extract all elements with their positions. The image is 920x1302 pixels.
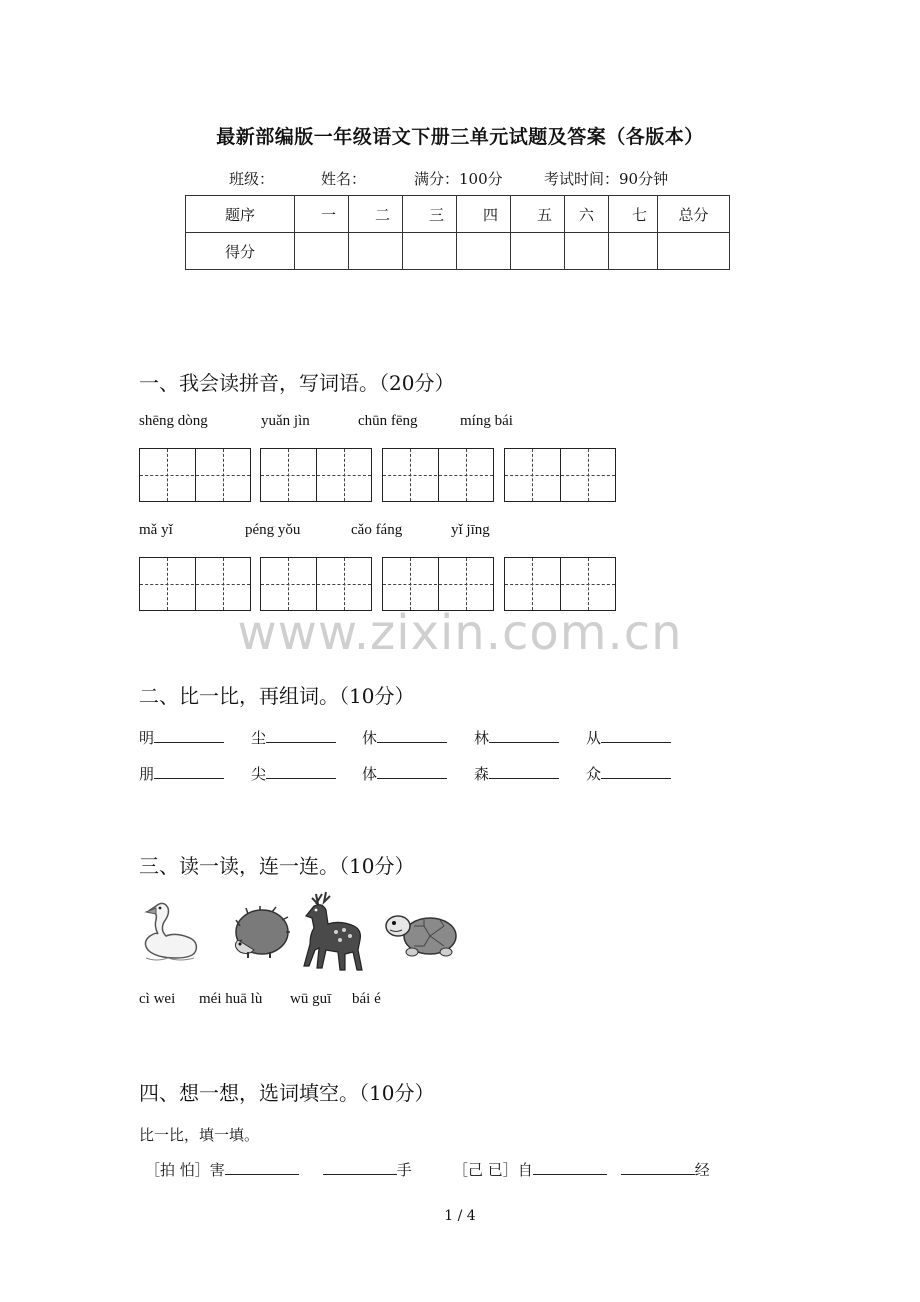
tianzige-box[interactable] — [504, 448, 616, 502]
score-cell[interactable] — [658, 233, 730, 270]
tianzige-box[interactable] — [139, 448, 251, 502]
exam-time: 考试时间：90分钟 — [544, 170, 669, 188]
pinyin-label: cǎo fáng — [351, 522, 403, 538]
pinyin-label: shēng dòng — [139, 413, 208, 429]
tianzige-box[interactable] — [382, 448, 494, 502]
row-label-cell: 得分 — [186, 233, 295, 270]
score-cell[interactable] — [295, 233, 349, 270]
pinyin-label: mǎ yǐ — [139, 522, 173, 538]
fill-blank-group-1[interactable]: ［拍 怕］害 手 — [145, 1161, 412, 1179]
watermark: www.zixin.com.cn — [237, 605, 683, 661]
page-number: 1 / 4 — [444, 1208, 476, 1224]
class-label: 班级： — [229, 170, 275, 188]
section2-title: 二、比一比，再组词。（10分） — [139, 684, 415, 708]
word-blank[interactable]: 森 — [474, 763, 559, 784]
deer-picture — [302, 890, 368, 974]
pinyin-label: chūn fēng — [358, 413, 418, 429]
pinyin-label: yǐ jīng — [451, 522, 490, 538]
header-cell: 六 — [565, 196, 609, 233]
goose-picture — [142, 896, 202, 964]
header-cell: 总分 — [658, 196, 730, 233]
tianzige-box[interactable] — [504, 557, 616, 611]
animal-pinyin: bái é — [352, 991, 381, 1007]
tianzige-box[interactable] — [260, 448, 372, 502]
hedgehog-picture — [230, 906, 290, 960]
tianzige-box[interactable] — [260, 557, 372, 611]
animal-pinyin: cì wei — [139, 991, 176, 1007]
section4-title: 四、想一想，选词填空。（10分） — [139, 1081, 435, 1105]
tianzige-box[interactable] — [139, 557, 251, 611]
pinyin-label: míng bái — [460, 413, 513, 429]
header-cell: 二 — [349, 196, 403, 233]
header-cell: 三 — [403, 196, 457, 233]
section3-title: 三、读一读，连一连。（10分） — [139, 854, 415, 878]
word-blank[interactable]: 尘 — [251, 727, 336, 748]
word-blank[interactable]: 朋 — [139, 763, 224, 784]
word-blank[interactable]: 休 — [362, 727, 447, 748]
name-label: 姓名： — [321, 170, 367, 188]
word-blank[interactable]: 林 — [474, 727, 559, 748]
word-blank[interactable]: 明 — [139, 727, 224, 748]
score-cell[interactable] — [403, 233, 457, 270]
page-title: 最新部编版一年级语文下册三单元试题及答案（各版本） — [216, 126, 704, 148]
score-cell[interactable] — [349, 233, 403, 270]
word-blank[interactable]: 众 — [586, 763, 671, 784]
header-cell: 五 — [511, 196, 565, 233]
animal-pinyin: méi huā lù — [199, 991, 263, 1007]
header-cell: 题序 — [186, 196, 295, 233]
score-cell[interactable] — [457, 233, 511, 270]
score-table-header-row — [186, 196, 730, 233]
word-blank[interactable]: 从 — [586, 727, 671, 748]
score-table — [185, 195, 730, 270]
animal-pinyin: wū guī — [290, 991, 332, 1007]
word-blank[interactable]: 尖 — [251, 763, 336, 784]
word-blank[interactable]: 体 — [362, 763, 447, 784]
fill-blank-group-2[interactable]: ［己 已］自 经 — [453, 1161, 710, 1179]
header-cell: 一 — [295, 196, 349, 233]
score-cell[interactable] — [565, 233, 609, 270]
pinyin-label: péng yǒu — [245, 522, 301, 538]
header-cell: 四 — [457, 196, 511, 233]
header-cell: 七 — [609, 196, 658, 233]
pinyin-label: yuǎn jìn — [261, 413, 310, 429]
score-cell[interactable] — [511, 233, 565, 270]
turtle-picture — [384, 910, 460, 962]
tianzige-box[interactable] — [382, 557, 494, 611]
score-cell[interactable] — [609, 233, 658, 270]
section4-instruction: 比一比，填一填。 — [139, 1126, 260, 1144]
full-score: 满分：100分 — [414, 170, 503, 188]
section1-title: 一、我会读拼音，写词语。（20分） — [139, 371, 455, 395]
score-table-score-row — [186, 233, 730, 270]
